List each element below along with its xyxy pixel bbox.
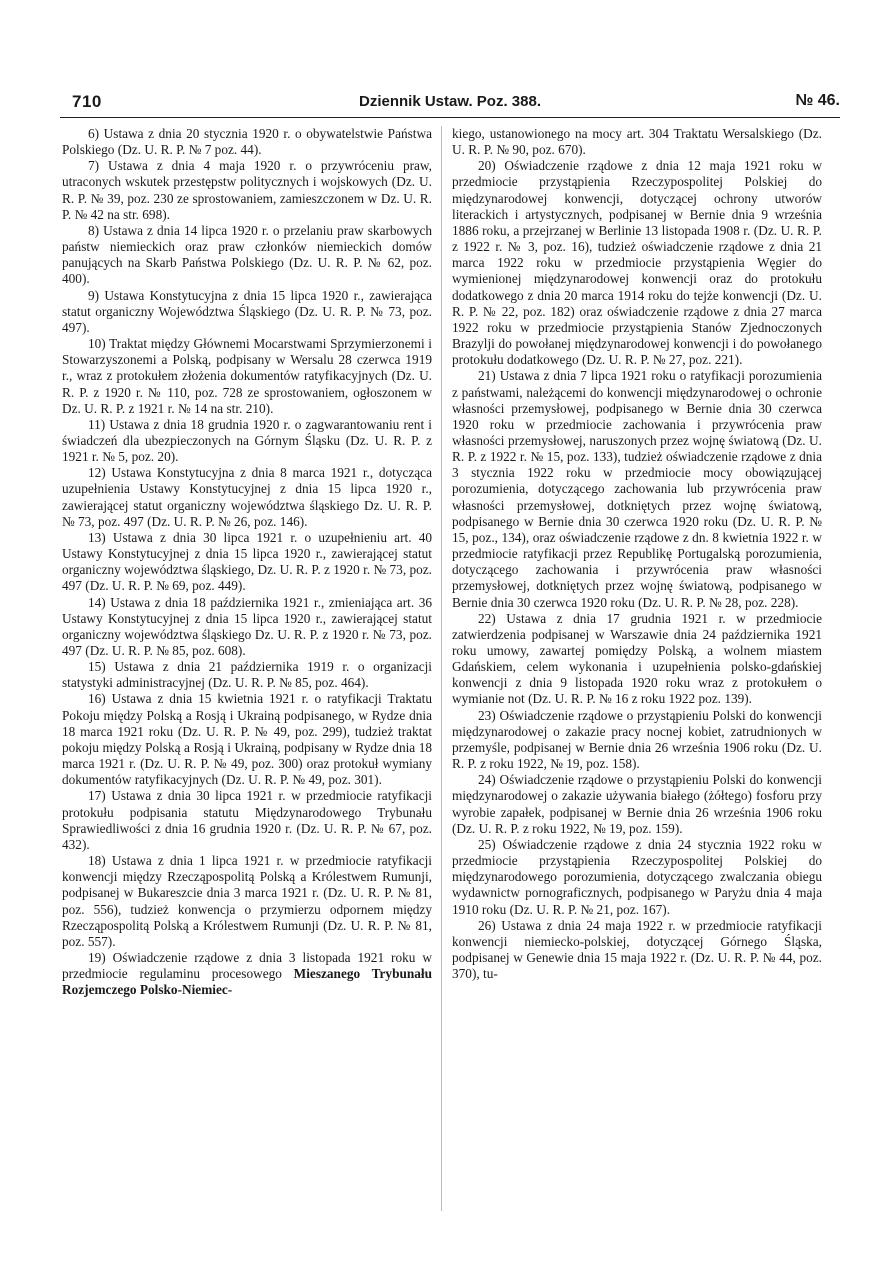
- paragraph-25: 25) Oświadczenie rządowe z dnia 24 stycznia 1922 roku w przedmiocie przystąpienia Rzeczypospolitej Polskiej do międzynarodowego porozumienia, dotyczącego zwalczania obiegu wydawnictw pornograficznych, podpisanego w Paryżu dnia 4 maja 1910 roku (Dz. U. R. P. № 21, poz. 167).: [452, 836, 822, 917]
- paragraph-21: 21) Ustawa z dnia 7 lipca 1921 roku o ratyfikacji porozumienia z państwami, należącemi do konwencji międzynarodowej o ochronie własności przemysłowej, podpisanego w Bernie dnia 30 czerwca 1920 roku w przedmiocie zachowania i przywrócenia praw własności przemysłowej, naruszonych przez wojnę światową (Dz. U. R. P. z 1922 r. № 15, poz. 133), tudzież oświadczenie rządowe z dnia 3 stycznia 1922 roku w przedmiocie mocy obowiązującej porozumienia, dotyczącego zachowania lub przywrócenia praw własności przemysłowej, dotkniętych przez wojnę światową, podpisanego w Bernie dnia 30 czerwca 1920 roku (Dz. U. R. P. № 15, poz., 134), oraz oświadczenie rządowe z dn. 8 kwietnia 1922 r. w przedmiocie ratyfikacji przez Republikę Portugalską porozumienia, dotyczącego zachowania i przywrócenia praw własności przemysłowej, dotkniętych przez wojnę światową, podpisanego w Bernie dnia 30 czerwca 1920 roku (Dz. U. R. P. № 28, poz. 228).: [452, 368, 822, 610]
- paragraph-13: 13) Ustawa z dnia 30 lipca 1921 r. o uzupełnieniu art. 40 Ustawy Konstytucyjnej z dnia 15 lipca 1920 r., zawierającej statut organiczny województwa śląskiego, Dz. U. R. P. z 1920 r. № 73, poz. 497 (Dz. U. R. P. № 69, poz. 449).: [62, 529, 432, 594]
- paragraph-10: 10) Traktat między Głównemi Mocarstwami Sprzymierzonemi i Stowarzyszonemi a Polską, podpisany w Wersalu 28 czerwca 1919 r., wraz z protokułem złożenia dokumentów ratyfikacyjnych (Dz. U. R. P. z 1920 r. № 110, poz. 728 ze sprostowaniem, ogłoszonem w Dz. U. R. P. z 1921 r. № 14 na str. 210).: [62, 336, 432, 416]
- paragraph-26: 26) Ustawa z dnia 24 maja 1922 r. w przedmiocie ratyfikacji konwencji niemiecko-polskiej, dotyczącej Górnego Śląska, podpisanej w Genewie dnia 15 maja 1922 r. (Dz. U. R. P. № 44, poz. 370), tu-: [452, 917, 822, 982]
- left-column: [62, 126, 432, 998]
- paragraph-6: 6) Ustawa z dnia 20 stycznia 1920 r. o obywatelstwie Państwa Polskiego (Dz. U. R. P. № 7 poz. 44).: [62, 126, 432, 158]
- page-header: [60, 90, 840, 116]
- paragraph-7: 7) Ustawa z dnia 4 maja 1920 r. o przywróceniu praw, utraconych wskutek przestępstw politycznych i wojskowych (Dz. U. R. P. № 39, poz. 230 ze sprostowaniem, zamieszczonem w Dz. U. R. P. № 42 na str. 698).: [62, 158, 432, 222]
- paragraph-8: 8) Ustawa z dnia 14 lipca 1920 r. o przelaniu praw skarbowych państw niemieckich oraz praw członków niemieckich domów panujących na Skarb Państwa Polskiego (Dz. U. R. P. № 62, poz. 400).: [62, 222, 432, 287]
- journal-title: Dziennik Ustaw. Poz. 388.: [359, 93, 541, 110]
- paragraph-19-text: 19) Oświadczenie rządowe z dnia 3 listopada 1921 roku w przedmiocie regulaminu procesowego: [62, 949, 432, 982]
- issue-number: № 46.: [795, 92, 840, 109]
- paragraph-19-bold-tail: Mieszanego Trybunału Rozjemczego Polsko-Niemiec-: [62, 966, 432, 998]
- paragraph-19-continuation: kiego, ustanowionego na mocy art. 304 Traktatu Wersalskiego (Dz. U. R. P. № 90, poz. 670).: [452, 126, 822, 158]
- paragraph-18: 18) Ustawa z dnia 1 lipca 1921 r. w przedmiocie ratyfikacji konwencji między Rzecząpospolitą Polską a Królestwem Rumunji, podpisanej w Bukareszcie dnia 3 marca 1921 r. (Dz. U. R. P. № 81, poz. 556), tudzież konwencja o przymierzu odpornem między Rzecząpospolitą Polską a Królestwem Rumunji (Dz. U. R. P. № 81, poz. 557).: [62, 853, 432, 949]
- paragraph-11: 11) Ustawa z dnia 18 grudnia 1920 r. o zagwarantowaniu rent i świadczeń dla ubezpieczonych na Górnym Śląsku (Dz. U. R. P. z 1921 r. № 5, poz. 20).: [62, 416, 432, 465]
- column-divider: [441, 126, 442, 1211]
- header-rule: [60, 117, 840, 118]
- paragraph-16: 16) Ustawa z dnia 15 kwietnia 1921 r. o ratyfikacji Traktatu Pokoju między Polską a Rosją i Ukrainą podpisanego, w Rydze dnia 18 marca 1921 roku (Dz. U. R. P. № 49, poz. 299), tudzież traktat pokoju między Polską a Rosją i Ukrainą, podpisany w Rydze dnia 18 marca 1921 r. (Dz. U. R. P. № 49, poz. 300) oraz protokuł wymiany dokumentów ratyfikacyjnych (Dz. U. R. P. № 49, poz. 301).: [62, 691, 432, 788]
- paragraph-17: 17) Ustawa z dnia 30 lipca 1921 r. w przedmiocie ratyfikacji protokułu podpisania statutu Międzynarodowego Trybunału Sprawiedliwości z dnia 16 grudnia 1920 r. (Dz. U. R. P. № 67, poz. 432).: [62, 788, 432, 852]
- paragraph-15: 15) Ustawa z dnia 21 października 1919 r. o organizacji statystyki administracyjnej (Dz. U. R. P. № 85, poz. 464).: [62, 659, 432, 691]
- right-column: [452, 126, 822, 982]
- paragraph-22: 22) Ustawa z dnia 17 grudnia 1921 r. w przedmiocie zatwierdzenia podpisanej w Warszawie dnia 24 października 1921 roku umowy, zawartej pomiędzy Polską, a wolnem miastem Gdańskiem, celem wykonania i uzupełnienia polsko-gdańskiej konwencji z dnia 9 listopada 1920 roku wraz z protokułem o wymianie not (Dz. U. R. P. № 16 z roku 1922 poz. 139).: [452, 610, 822, 707]
- paragraph-24: 24) Oświadczenie rządowe o przystąpieniu Polski do konwencji międzynarodowej o zakazie używania białego (żółtego) fosforu przy wyrobie zapałek, podpisanej w Bernie dnia 26 września 1906 roku (Dz. U. R. P. z roku 1922, № 19, poz. 159).: [452, 772, 822, 836]
- paragraph-23: 23) Oświadczenie rządowe o przystąpieniu Polski do konwencji międzynarodowej o zakazie pracy nocnej kobiet, zatrudnionych w przemyśle, podpisanej w Bernie dnia 26 września 1906 roku (Dz. U. R. P. z roku 1922, № 19, poz. 158).: [452, 707, 822, 772]
- paragraph-20: 20) Oświadczenie rządowe z dnia 12 maja 1921 roku w przedmiocie przystąpienia Rzeczypospolitej Polskiej do międzynarodowej konwencji, dotyczącej ochrony utworów literackich i artystycznych, podpisanej w Bernie dnia 9 września 1886 roku, a przejrzanej w Berlinie 13 listopada 1908 r. (Dz. U. R. P. z 1922 r. № 3, poz. 16), tudzież oświadczenie rządowe z dnia 21 marca 1922 roku w przedmiocie przystąpienia Węgier do wymienionej międzynarodowej konwencji oraz do protokułu dodatkowego z dnia 20 marca 1914 roku do tejże konwencji (Dz. U. R. P. № 22, poz. 182) oraz oświadczenie rządowe z dnia 27 marca 1922 roku w przedmiocie przystąpienia Stanów Zjednoczonych Brazylji do powołanej międzynarodowej konwencji i do powołanego protokułu dodatkowego (Dz. U. R. P. № 27, poz. 221).: [452, 158, 822, 368]
- page-number: 710: [72, 92, 102, 111]
- paragraph-12: 12) Ustawa Konstytucyjna z dnia 8 marca 1921 r., dotycząca uzupełnienia Ustawy Konstytucyjnej z dnia 15 lipca 1920 r., zawierającej statut organiczny województwa śląskiego Dz. U. R. P. № 73, poz. 497 (Dz. U. R. P. № 26, poz. 146).: [62, 465, 432, 529]
- paragraph-19: [62, 950, 432, 998]
- paragraph-9: 9) Ustawa Konstytucyjna z dnia 15 lipca 1920 r., zawierająca statut organiczny Województwa Śląskiego (Dz. U. R. P. № 73, poz. 497).: [62, 287, 432, 335]
- paragraph-14: 14) Ustawa z dnia 18 października 1921 r., zmieniająca art. 36 Ustawy Konstytucyjnej z dnia 15 lipca 1920 r., zawierającej statut organiczny województwa śląskiego Dz. U. R. P. z 1920 r. № 73, poz. 497 (Dz. U. R. P. № 85, poz. 608).: [62, 594, 432, 658]
